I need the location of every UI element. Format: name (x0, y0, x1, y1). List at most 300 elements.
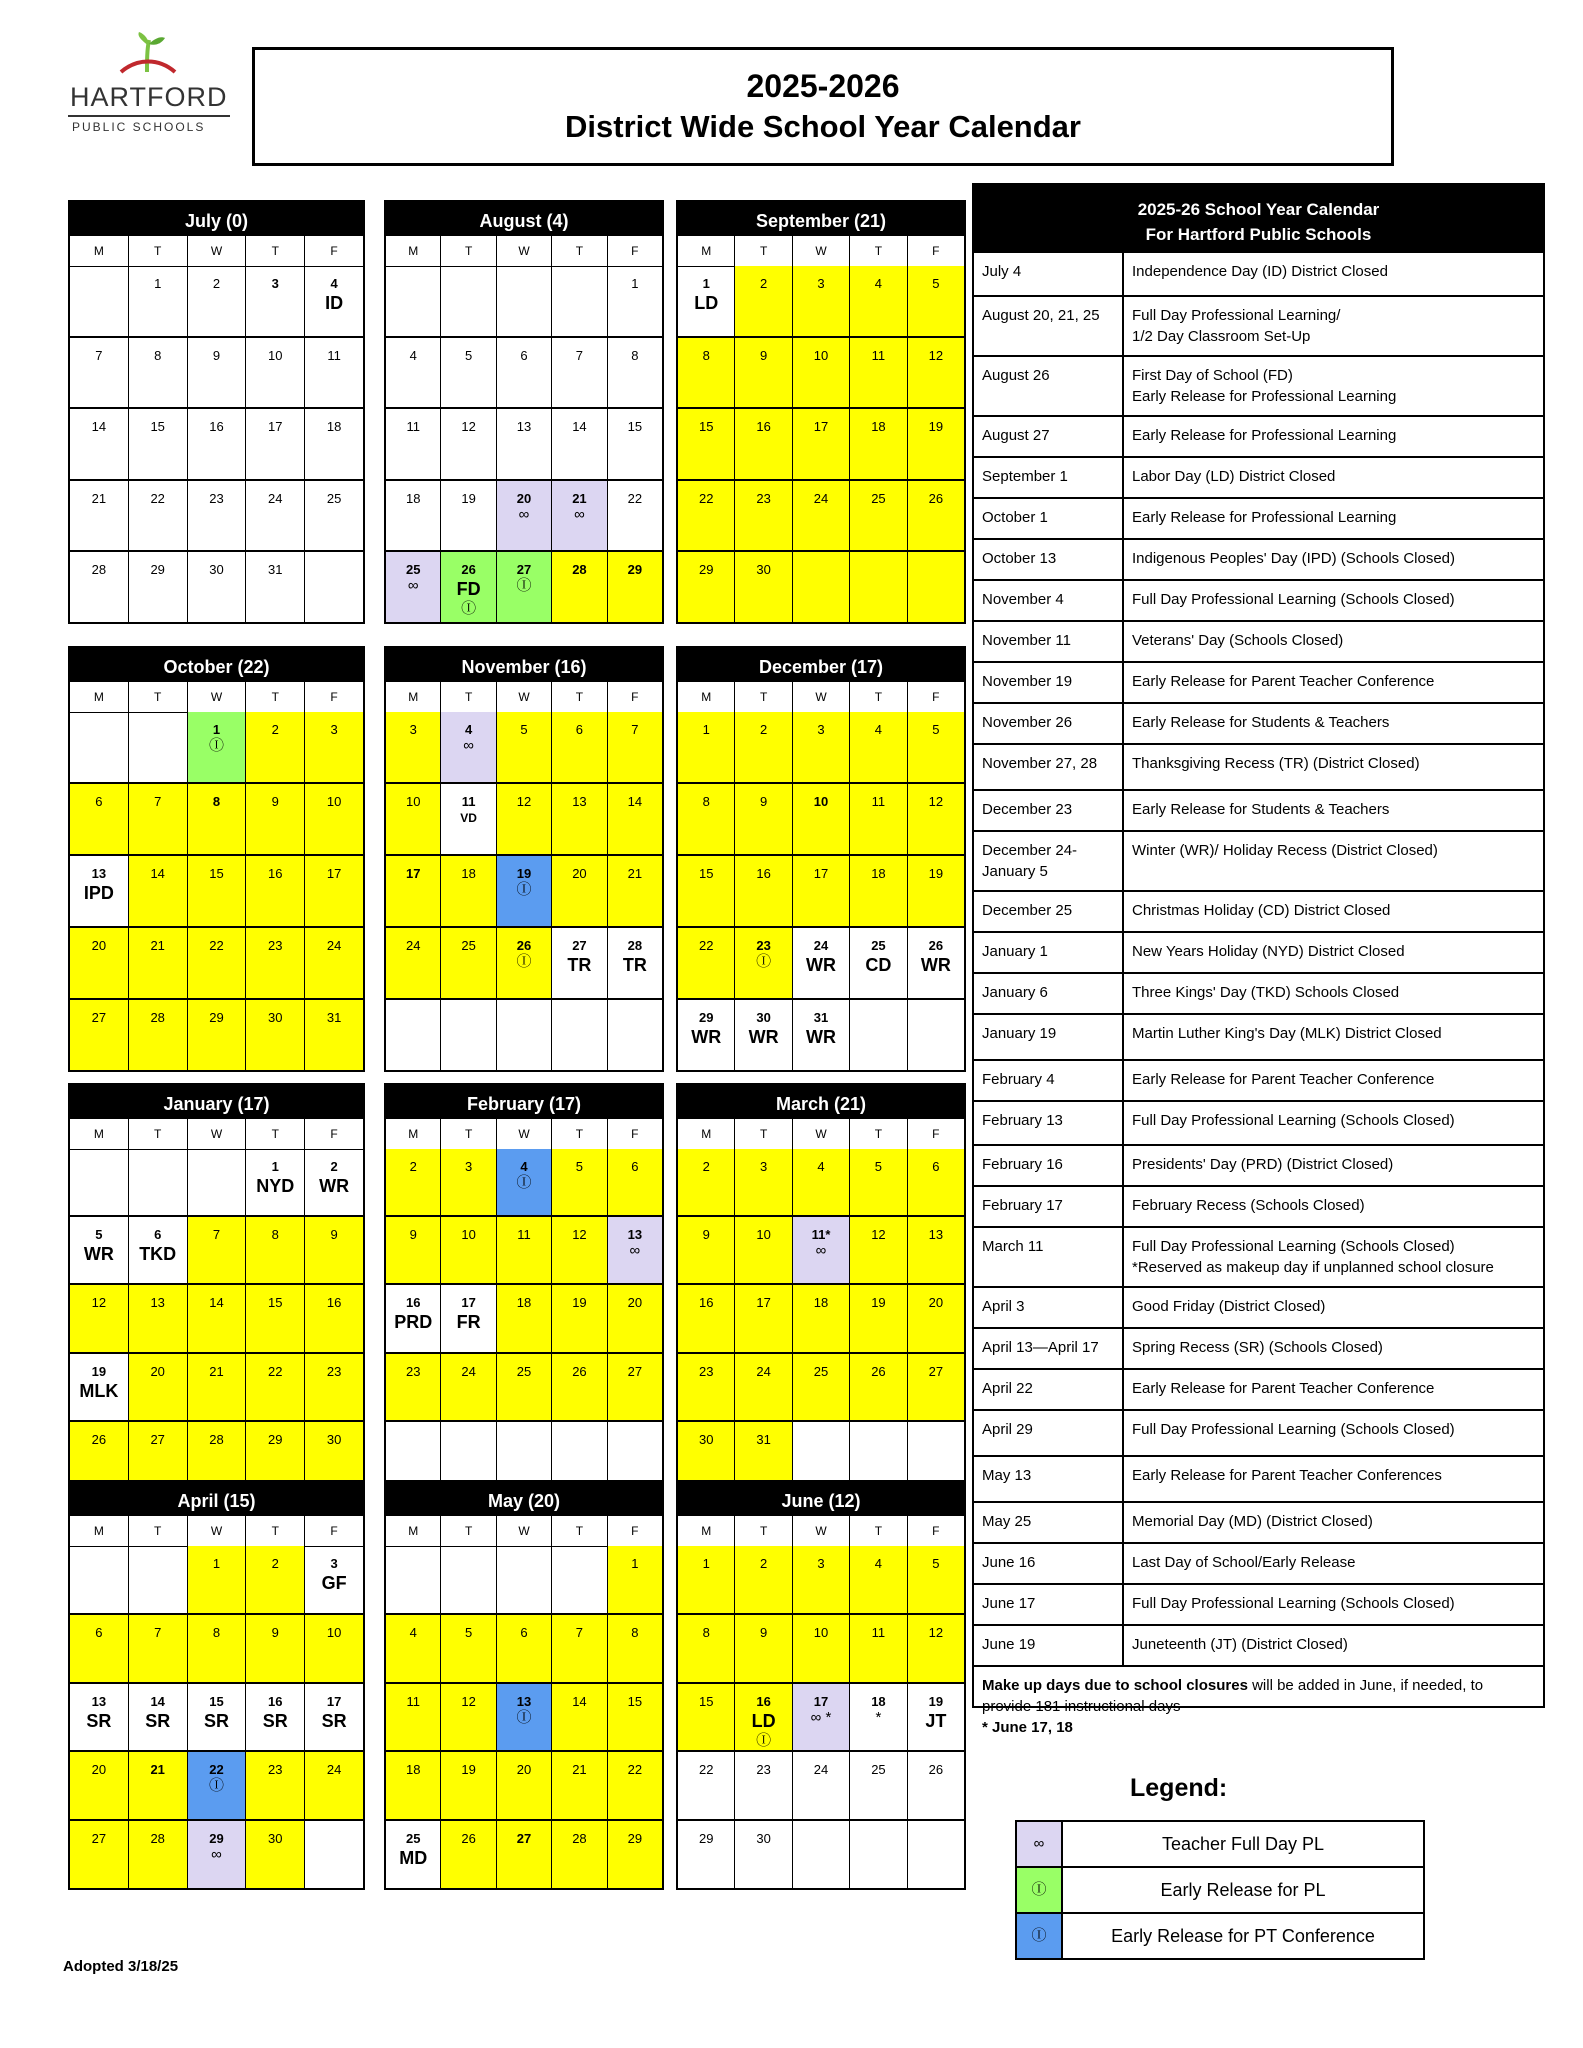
early-release-icon: Ⓘ (516, 953, 532, 970)
weekday-label: T (246, 236, 305, 266)
event-description: Juneteenth (JT) (District Closed) (1132, 1636, 1348, 1653)
day-cell (441, 784, 496, 854)
day-cell (386, 856, 441, 926)
day-number: 21 (627, 866, 643, 881)
event-date: August 20, 21, 25 (974, 297, 1124, 355)
day-cell (188, 1821, 247, 1888)
week-row (678, 1354, 964, 1422)
day-number: 20 (91, 1762, 107, 1778)
day-number: 1 (702, 1556, 710, 1571)
event-date: October 13 (974, 540, 1124, 579)
event-description: Last Day of School/Early Release (1132, 1554, 1356, 1571)
month-december (676, 646, 966, 1072)
day-cell (246, 1422, 305, 1488)
day-cell (678, 1546, 735, 1613)
infinity-icon: ∞ * (810, 1708, 832, 1726)
early-release-icon: Ⓘ (516, 881, 532, 898)
day-cell (552, 1217, 607, 1283)
event-date: December 23 (974, 791, 1124, 830)
week-row (70, 1546, 363, 1615)
day-number: 19 (928, 1693, 944, 1709)
day-cell (305, 266, 363, 336)
day-code: TR (622, 955, 647, 975)
day-cell (246, 481, 305, 551)
day-cell (552, 1752, 607, 1819)
day-cell (305, 481, 363, 551)
day-number: 16 (756, 1693, 771, 1709)
makeup-note (974, 1667, 1543, 1746)
day-number: 6 (575, 722, 584, 737)
event-row (974, 253, 1543, 297)
week-row (678, 1422, 964, 1488)
day-cell (678, 712, 735, 782)
day-number: 18 (871, 866, 886, 881)
day-cell (188, 856, 247, 926)
event-date: June 17 (974, 1585, 1124, 1624)
week-row (70, 1752, 363, 1821)
day-number: 15 (698, 1693, 714, 1709)
day-number: 7 (575, 347, 584, 363)
day-cell (70, 1546, 129, 1613)
day-cell (386, 1615, 441, 1682)
day-number: 27 (91, 1010, 107, 1025)
day-number: 25 (405, 1831, 421, 1847)
weekday-label: M (678, 682, 735, 712)
day-cell (188, 1752, 247, 1819)
event-description: Full Day Professional Learning (Schools Closed) (1132, 591, 1455, 608)
day-cell (129, 1684, 188, 1751)
infinity-icon: ∞ (629, 1242, 641, 1260)
day-cell (608, 928, 662, 998)
weekday-header (386, 236, 662, 267)
day-cell (678, 1821, 735, 1888)
event-description: Memorial Day (MD) (District Closed) (1132, 1513, 1373, 1530)
day-cell (305, 1821, 363, 1888)
day-cell (386, 928, 441, 998)
month-april (68, 1480, 365, 1890)
day-cell (678, 1354, 735, 1420)
day-number: 31 (813, 1010, 829, 1025)
day-number: 13 (572, 794, 587, 809)
day-number: 2 (409, 1159, 417, 1174)
event-description: Winter (WR)/ Holiday Recess (District Closed) (1132, 842, 1438, 859)
event-row (974, 417, 1543, 458)
day-cell (188, 266, 247, 336)
event-description: Thanksgiving Recess (TR) (District Closed) (1132, 755, 1420, 772)
weekday-label: F (631, 1127, 639, 1141)
event-row (974, 1411, 1543, 1457)
event-date: May 13 (974, 1457, 1124, 1501)
day-cell (608, 1149, 662, 1215)
weekday-label: W (497, 1516, 552, 1546)
day-number: 10 (268, 347, 283, 363)
day-cell (735, 1285, 792, 1351)
day-cell (552, 928, 607, 998)
weekday-label: M (386, 236, 441, 266)
weekday-label: M (386, 682, 441, 712)
week-row (678, 409, 964, 481)
week-row (678, 1615, 964, 1684)
day-cell (441, 1821, 496, 1888)
day-number: 20 (627, 1295, 643, 1311)
day-cell (735, 481, 792, 551)
week-row (678, 1684, 964, 1753)
day-number: 5 (932, 722, 940, 737)
day-number: 4 (874, 722, 883, 737)
week-row (678, 712, 964, 784)
day-code: CD (865, 955, 892, 975)
day-code: LD (751, 1710, 776, 1731)
day-number: 29 (698, 1010, 714, 1025)
day-cell (608, 856, 662, 926)
day-cell (908, 1684, 964, 1751)
day-number: 10 (813, 347, 829, 363)
day-cell (608, 1821, 662, 1888)
legend-item (1017, 1868, 1423, 1914)
week-row (70, 1285, 363, 1353)
day-cell (246, 552, 305, 622)
day-number: 21 (91, 490, 107, 506)
month-march (676, 1083, 966, 1490)
day-number: 23 (326, 1363, 342, 1379)
event-description: Veterans' Day (Schools Closed) (1132, 632, 1344, 649)
day-cell (386, 1422, 441, 1488)
events-table (972, 183, 1545, 1736)
day-cell (70, 1752, 129, 1819)
day-cell (441, 928, 496, 998)
day-number: 17 (813, 866, 829, 881)
day-number: 27 (150, 1431, 165, 1447)
week-row (386, 552, 662, 622)
day-cell (246, 338, 305, 408)
day-cell (441, 481, 496, 551)
day-cell (497, 1000, 552, 1070)
day-number: 26 (928, 490, 944, 506)
day-cell (188, 1217, 247, 1283)
day-cell (129, 1821, 188, 1888)
week-row (678, 1285, 964, 1353)
week-row (386, 1217, 662, 1285)
day-number: 25 (516, 1363, 532, 1379)
day-cell (678, 338, 735, 408)
day-number: 20 (572, 866, 587, 881)
day-number: 14 (572, 419, 587, 435)
events-header-line2: For Hartford Public Schools (1145, 225, 1372, 244)
day-cell (678, 1217, 735, 1283)
early-release-icon: Ⓘ (461, 600, 477, 618)
day-cell (386, 712, 441, 782)
day-cell (608, 1546, 662, 1613)
weekday-label: T (246, 682, 305, 712)
day-cell (441, 409, 496, 479)
day-number: 4 (409, 1624, 417, 1640)
weekday-label: W (188, 1516, 247, 1546)
day-cell (386, 266, 441, 336)
event-row (974, 832, 1543, 892)
day-cell (246, 1149, 305, 1215)
day-code: LD (694, 293, 719, 313)
early-release-icon: Ⓘ (516, 1174, 532, 1191)
day-number: 2 (702, 1159, 710, 1174)
event-date: February 17 (974, 1187, 1124, 1226)
day-number: 12 (928, 794, 944, 809)
day-cell (678, 552, 735, 622)
day-number: 19 (516, 866, 532, 881)
weekday-label: M (70, 1516, 129, 1546)
day-number: 15 (698, 866, 714, 881)
day-number: 5 (874, 1159, 883, 1174)
legend-label: Early Release for PT Conference (1111, 1926, 1375, 1946)
day-cell (441, 1684, 496, 1751)
day-cell (188, 1354, 247, 1420)
day-cell (735, 1217, 792, 1283)
weekday-label: W (497, 1119, 552, 1149)
day-cell (608, 712, 662, 782)
weekday-label: W (188, 236, 247, 266)
day-number: 9 (759, 347, 768, 363)
day-cell (497, 712, 552, 782)
day-number: 1 (631, 276, 639, 291)
weekday-label: T (129, 1119, 188, 1149)
day-cell (608, 481, 662, 551)
day-number: 9 (271, 794, 279, 809)
day-number: 17 (813, 1693, 829, 1709)
day-number: 23 (209, 490, 224, 506)
day-number: 27 (572, 938, 587, 953)
day-cell (70, 1000, 129, 1070)
day-code: VD (460, 811, 477, 825)
day-number: 15 (150, 419, 165, 435)
day-cell (386, 481, 441, 551)
day-cell (735, 552, 792, 622)
day-cell (305, 712, 363, 782)
day-cell (793, 1752, 850, 1819)
infinity-icon: ∞ (518, 505, 530, 523)
weekday-label: F (932, 1524, 940, 1538)
day-cell (793, 1354, 850, 1420)
week-row (70, 1354, 363, 1422)
day-number: 24 (405, 938, 421, 953)
events-rows (974, 253, 1543, 1667)
day-number: 30 (209, 562, 224, 578)
day-number: 11 (461, 794, 476, 809)
weekday-label: T (850, 682, 907, 712)
day-number: 24 (756, 1363, 771, 1379)
event-description: Early Release for Professional Learning (1132, 509, 1397, 526)
day-cell (70, 481, 129, 551)
weekday-header (386, 682, 662, 713)
day-cell (246, 1217, 305, 1283)
day-cell (678, 409, 735, 479)
event-row (974, 581, 1543, 622)
event-date: July 4 (974, 253, 1124, 295)
weekday-header (678, 1516, 964, 1547)
day-cell (793, 409, 850, 479)
day-cell (386, 338, 441, 408)
month-september (676, 200, 966, 624)
weekday-label: W (793, 236, 850, 266)
weekday-label: M (678, 236, 735, 266)
day-number: 21 (209, 1363, 224, 1379)
event-row (974, 1228, 1543, 1288)
day-cell (188, 1546, 247, 1613)
event-row (974, 1626, 1543, 1667)
day-cell (908, 1546, 964, 1613)
day-cell (497, 409, 552, 479)
day-number: 4 (520, 1159, 528, 1174)
event-row (974, 458, 1543, 499)
day-cell (793, 784, 850, 854)
event-row (974, 745, 1543, 791)
weekday-label: F (932, 244, 940, 258)
day-number: 10 (813, 794, 829, 809)
day-number: 9 (759, 1624, 768, 1640)
week-row (70, 1615, 363, 1684)
day-number: 3 (817, 722, 825, 737)
day-cell (70, 1821, 129, 1888)
day-number: 5 (520, 722, 528, 737)
event-row (974, 1457, 1543, 1503)
day-number: 30 (268, 1010, 283, 1025)
day-cell (908, 928, 964, 998)
day-number: 19 (928, 419, 944, 435)
day-number: 28 (150, 1010, 165, 1025)
day-number: 8 (271, 1227, 279, 1243)
day-number: 7 (95, 347, 103, 363)
day-number: 9 (330, 1227, 338, 1243)
day-number: 30 (326, 1431, 342, 1447)
day-cell (70, 928, 129, 998)
day-cell (735, 1149, 792, 1215)
day-cell (850, 1615, 907, 1682)
day-cell (735, 266, 792, 336)
event-date: April 22 (974, 1370, 1124, 1409)
day-cell (850, 1546, 907, 1613)
day-code: SR (321, 1710, 347, 1731)
early-release-icon: Ⓘ (756, 1731, 772, 1749)
day-cell (735, 409, 792, 479)
day-number: 17 (405, 866, 421, 881)
day-number: 30 (756, 562, 771, 578)
event-date: April 13—April 17 (974, 1329, 1124, 1368)
day-cell (678, 1000, 735, 1070)
day-cell (850, 266, 907, 336)
weekday-label: T (735, 1119, 792, 1149)
weekday-label: T (850, 1516, 907, 1546)
day-number: 10 (326, 1624, 342, 1640)
early-release-icon: Ⓘ (208, 1777, 224, 1795)
day-cell (850, 1149, 907, 1215)
event-date: April 29 (974, 1411, 1124, 1455)
day-cell (678, 481, 735, 551)
day-cell (441, 1149, 496, 1215)
day-code: WR (920, 955, 951, 975)
day-cell (129, 1000, 188, 1070)
day-number: 19 (461, 1762, 476, 1778)
day-cell (497, 856, 552, 926)
day-number: 19 (461, 490, 476, 506)
day-number: 15 (209, 866, 224, 881)
day-number: 22 (698, 938, 714, 953)
day-cell (552, 1149, 607, 1215)
weekday-label: W (497, 236, 552, 266)
event-row (974, 1187, 1543, 1228)
early-release-icon: Ⓘ (1017, 1868, 1063, 1912)
day-cell (908, 1149, 964, 1215)
day-number: 8 (154, 347, 162, 363)
day-cell (386, 1354, 441, 1420)
month-title: November (16) (386, 648, 662, 682)
day-number: 29 (627, 562, 643, 578)
day-number: 18 (871, 419, 886, 435)
day-cell (305, 1422, 363, 1488)
day-number: 11* (811, 1227, 831, 1243)
day-number: 21 (572, 490, 587, 506)
weeks (386, 1546, 662, 1888)
day-number: 14 (572, 1693, 587, 1709)
early-release-icon: Ⓘ (516, 577, 532, 595)
day-cell (735, 1422, 792, 1488)
day-number: 6 (154, 1227, 162, 1243)
day-code: FD (456, 579, 481, 600)
day-cell (552, 1546, 607, 1613)
day-number: 31 (326, 1010, 342, 1025)
day-number: 1 (631, 1556, 639, 1571)
makeup-note-dates: * June 17, 18 (982, 1719, 1073, 1736)
day-number: 22 (268, 1363, 283, 1379)
day-number: 16 (405, 1295, 421, 1311)
event-date: December 24- January 5 (974, 832, 1124, 890)
week-row (678, 481, 964, 553)
day-code: WR (748, 1027, 779, 1047)
day-cell (497, 1684, 552, 1751)
day-cell (608, 552, 662, 622)
weekday-label: T (850, 1119, 907, 1149)
day-number: 26 (871, 1363, 886, 1379)
event-description: Early Release for Parent Teacher Conference (1132, 1071, 1435, 1088)
day-cell (441, 1000, 496, 1070)
day-number: 23 (756, 938, 771, 953)
legend-item (1017, 1914, 1423, 1958)
day-cell (246, 266, 305, 336)
day-number: 18 (326, 419, 342, 435)
day-cell (552, 1821, 607, 1888)
day-cell (850, 784, 907, 854)
month-may (384, 1480, 664, 1890)
week-row (678, 1000, 964, 1070)
event-row (974, 540, 1543, 581)
day-cell (497, 1285, 552, 1351)
weekday-header (70, 236, 363, 267)
day-cell (908, 338, 964, 408)
logo-name: HARTFORD (70, 82, 228, 112)
day-cell (735, 1546, 792, 1613)
day-cell (129, 266, 188, 336)
day-cell (850, 1422, 907, 1488)
day-cell (908, 1615, 964, 1682)
week-row (70, 1422, 363, 1488)
day-number: 6 (95, 1624, 103, 1640)
day-number: 27 (91, 1831, 107, 1847)
day-number: 20 (928, 1295, 944, 1311)
week-row (386, 928, 662, 1000)
event-date: January 1 (974, 933, 1124, 972)
day-cell (188, 784, 247, 854)
day-number: 17 (326, 866, 342, 881)
day-cell (850, 552, 907, 622)
day-number: 23 (756, 490, 771, 506)
day-number: 29 (698, 1831, 714, 1847)
